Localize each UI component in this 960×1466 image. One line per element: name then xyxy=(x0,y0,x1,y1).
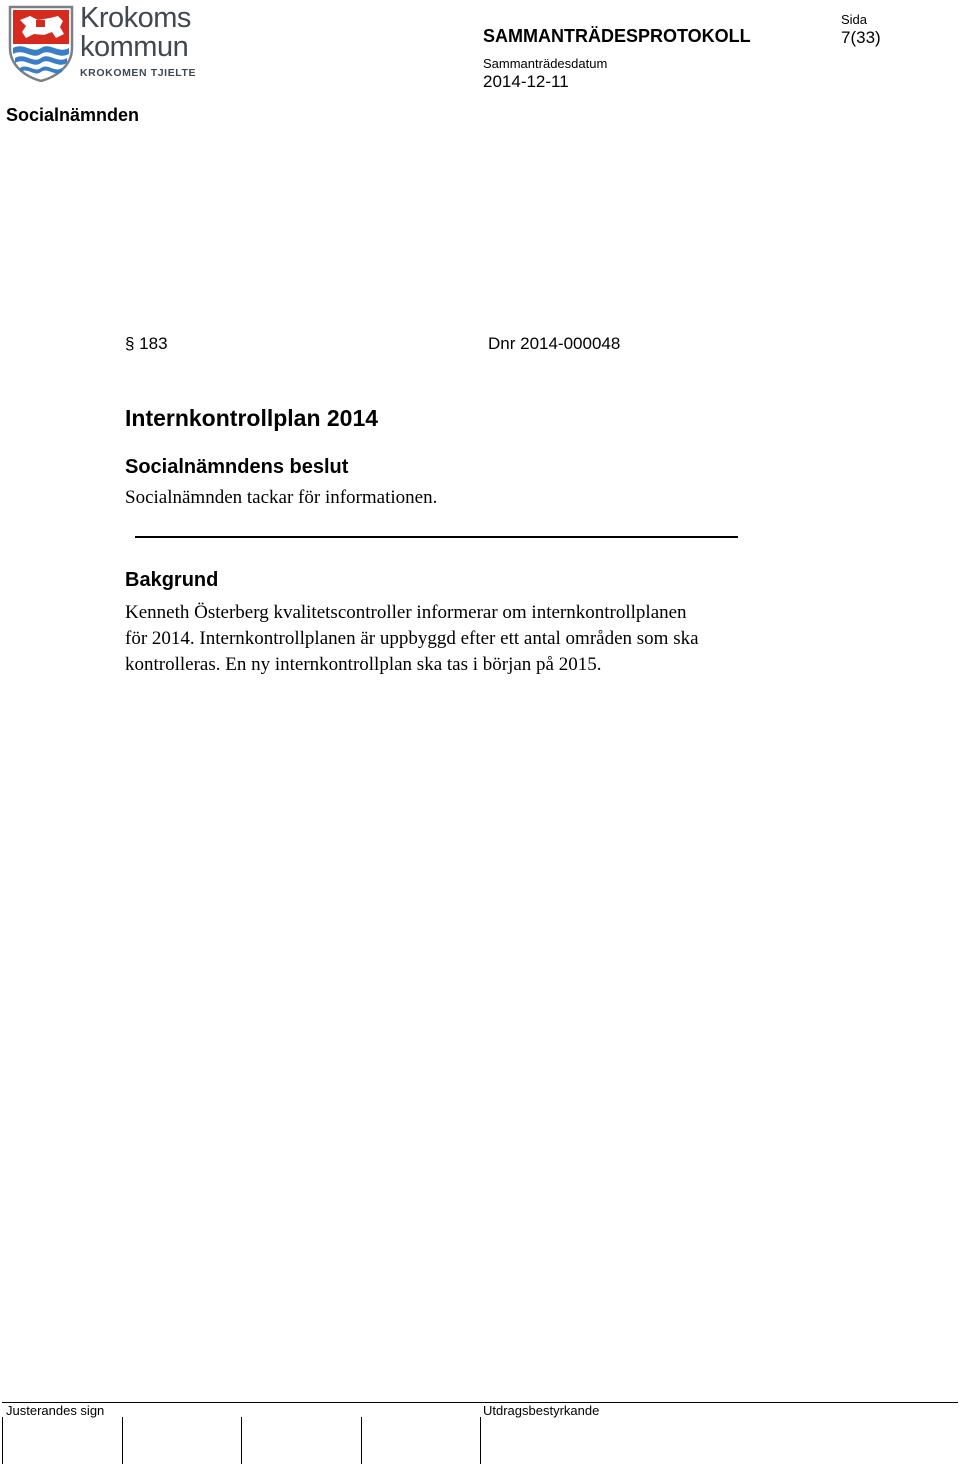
decision-text: Socialnämnden tackar för informationen. xyxy=(125,487,438,508)
document-type: SAMMANTRÄDESPROTOKOLL xyxy=(483,26,751,46)
background-line: Kenneth Österberg kvalitetscontroller informerar om internkontrollplanen xyxy=(125,602,687,623)
background-line: kontrolleras. En ny internkontrollplan ska tas i början på 2015. xyxy=(125,654,602,675)
logo-name-line1: Krokoms xyxy=(80,2,191,34)
meeting-date-label: Sammanträdesdatum xyxy=(483,56,608,71)
logo-name-line2: kommun xyxy=(80,31,189,63)
coat-of-arms-icon xyxy=(6,4,76,82)
municipality-wordmark xyxy=(80,4,210,80)
decision-heading: Socialnämndens beslut xyxy=(125,456,349,478)
logo-name-line3: KROKOMEN TJIELTE xyxy=(80,67,197,79)
extract-certification-label: Utdragsbestyrkande xyxy=(483,1403,600,1418)
signature-box-divider xyxy=(122,1417,123,1464)
page-label: Sida xyxy=(841,12,868,27)
section-divider xyxy=(135,536,738,538)
background-text xyxy=(125,600,815,678)
background-heading: Bakgrund xyxy=(125,569,219,591)
meeting-date: 2014-12-11 xyxy=(483,72,569,91)
signature-box-divider xyxy=(241,1417,242,1464)
department-name: Socialnämnden xyxy=(6,105,140,125)
paragraph-number: § 183 xyxy=(125,334,168,353)
background-line: för 2014. Internkontrollplanen är uppbyggd efter ett antal områden som ska xyxy=(125,628,699,649)
signature-box-divider xyxy=(2,1417,3,1464)
signature-box-divider xyxy=(361,1417,362,1464)
footer-divider xyxy=(2,1402,958,1403)
signature-label: Justerandes sign xyxy=(6,1403,105,1418)
item-title: Internkontrollplan 2014 xyxy=(125,405,379,431)
case-number: Dnr 2014-000048 xyxy=(488,334,621,353)
signature-box-divider xyxy=(480,1417,481,1464)
page-number: 7(33) xyxy=(841,28,881,47)
